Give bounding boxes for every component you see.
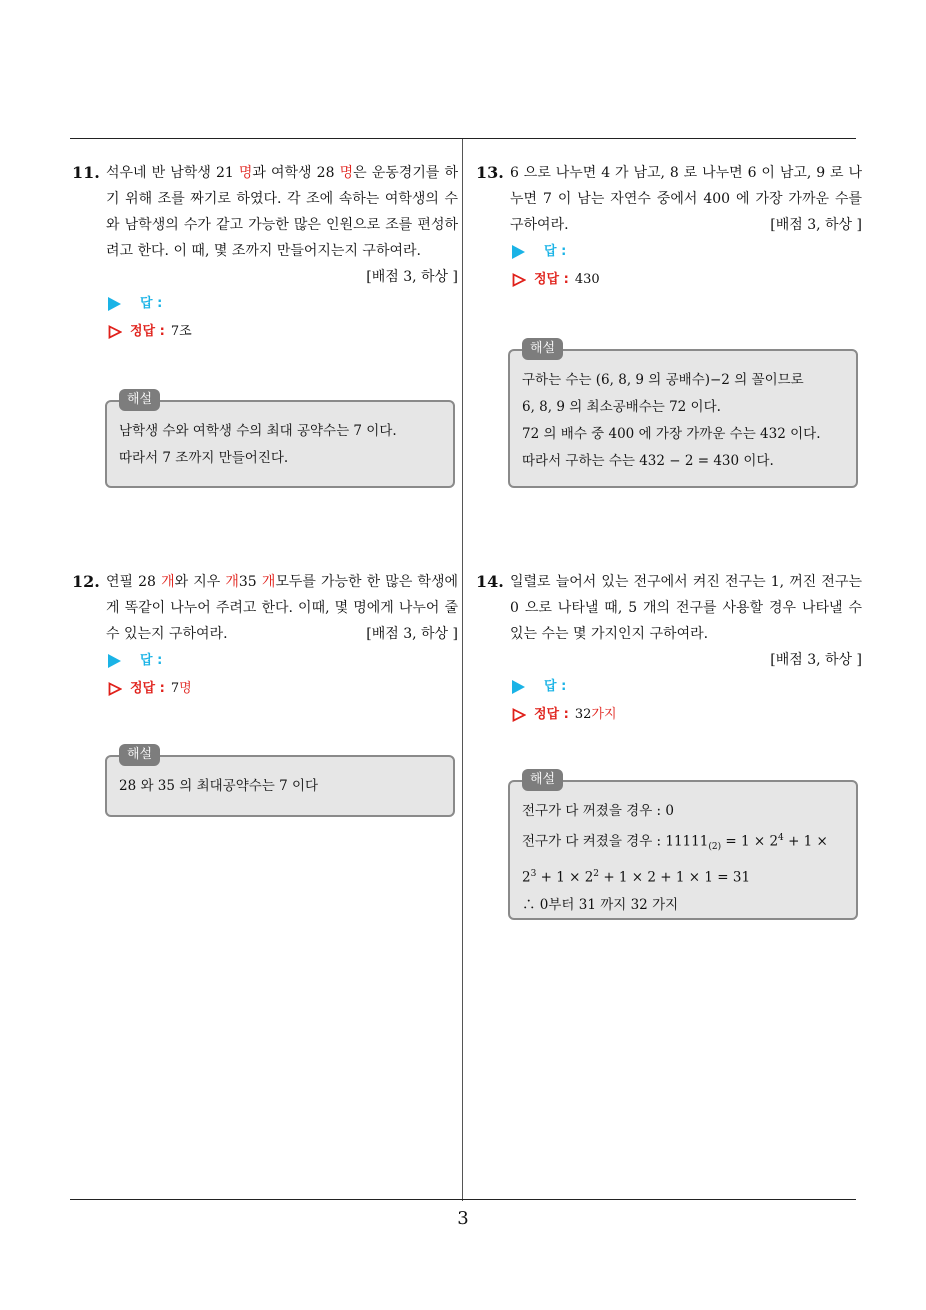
play-icon bbox=[512, 680, 525, 694]
problem-number: 13. bbox=[476, 163, 504, 182]
problem-text: 연필 28 개와 지우 개35 개모두를 가능한 한 많은 학생에게 똑같이 나누어 주려고 한다. 이때, 몇 명에게 나누어 줄 수 있는지 구하여라. [배점 3, 하상 ] bbox=[106, 569, 458, 647]
correct-answer: 430 bbox=[574, 272, 600, 287]
outline-triangle-icon bbox=[108, 325, 122, 339]
problem-text: 석우네 반 남학생 21 명과 여학생 28 명은 운동경기를 하기 위해 조를 짜기로 하였다. 각 조에 속하는 여학생의 수와 남학생의 수가 같고 가능한 많은 인원으로 조를 편성하려고 한다. 이 때, 몇 조까지 만들어지는지 구하여라. [배점 3, 하상 ] bbox=[106, 160, 458, 290]
correct-answer: 32가지 bbox=[574, 707, 617, 722]
problem-number: 12. bbox=[72, 572, 100, 591]
correct-answer: 7명 bbox=[170, 681, 192, 696]
score-label: [배점 3, 하상 ] bbox=[770, 217, 862, 233]
solution-line: 28 와 35 의 최대공약수는 7 이다 bbox=[119, 778, 319, 794]
score-label: [배점 3, 하상 ] bbox=[366, 626, 458, 642]
problem-text: 6 으로 나누면 4 가 남고, 8 로 나누면 6 이 남고, 9 로 나누면 7 이 남는 자연수 중에서 400 에 가장 가까운 수를 구하여라. [배점 3, 하상 ] bbox=[510, 160, 862, 238]
problem-11 bbox=[72, 160, 458, 346]
solution-line: 남학생 수와 여학생 수의 최대 공약수는 7 이다. bbox=[119, 423, 397, 439]
score-label: [배점 3, 하상 ] bbox=[770, 652, 862, 668]
solution-line: 6, 8, 9 의 최소공배수는 72 이다. bbox=[522, 399, 721, 415]
correct-answer-line bbox=[108, 675, 458, 703]
correct-answer-line bbox=[108, 318, 458, 346]
problem-text: 일렬로 늘어서 있는 전구에서 켜진 전구는 1, 꺼진 전구는 0 으로 나타낼 때, 5 개의 전구를 사용할 경우 나타낼 수 있는 수는 몇 가지인지 구하여라. bbox=[510, 574, 862, 642]
solution-tag: 해설 bbox=[119, 389, 160, 411]
play-icon bbox=[512, 245, 525, 259]
outline-triangle-icon bbox=[512, 708, 526, 722]
correct-answer: 7조 bbox=[170, 324, 192, 339]
correct-answer-line bbox=[512, 266, 862, 294]
solution-box-13 bbox=[508, 341, 858, 488]
answer-line bbox=[108, 290, 458, 318]
answer-label: 답 : bbox=[140, 296, 163, 311]
problem-13 bbox=[476, 160, 862, 294]
outline-triangle-icon bbox=[108, 682, 122, 696]
problem-number: 14. bbox=[476, 572, 504, 591]
correct-label: 정답 : bbox=[130, 324, 165, 339]
play-icon bbox=[108, 654, 121, 668]
answer-label: 답 : bbox=[544, 244, 567, 259]
answer-line bbox=[108, 647, 458, 675]
page-number: 3 bbox=[457, 1208, 469, 1229]
solution-line: 구하는 수는 (6, 8, 9 의 공배수)−2 의 꼴이므로 bbox=[522, 372, 804, 388]
column-divider bbox=[462, 139, 463, 1201]
answer-line bbox=[512, 238, 862, 266]
solution-line: 전구가 다 켜졌을 경우 : $11111_{(2)} = 1 \times 2^4 + 1$ × bbox=[522, 833, 828, 853]
solution-box-11 bbox=[105, 392, 455, 488]
problem-12 bbox=[72, 569, 458, 703]
bottom-rule bbox=[70, 1199, 856, 1200]
solution-line: 전구가 다 꺼졌을 경우 : 0 bbox=[522, 803, 674, 819]
correct-answer-line bbox=[512, 701, 862, 729]
solution-box-12 bbox=[105, 747, 455, 817]
solution-box-14 bbox=[508, 772, 858, 920]
solution-tag: 해설 bbox=[119, 744, 160, 766]
correct-label: 정답 : bbox=[534, 707, 569, 722]
answer-label: 답 : bbox=[544, 679, 567, 694]
score-label: [배점 3, 하상 ] bbox=[366, 269, 458, 285]
problem-14 bbox=[476, 569, 862, 729]
solution-line: 따라서 구하는 수는 432 − 2 = 430 이다. bbox=[522, 453, 774, 469]
answer-label: 답 : bbox=[140, 653, 163, 668]
solution-line: $2^3 + 1 \times 2^2 + 1 \times 2 + 1 \times 1 = 31$ bbox=[522, 869, 751, 886]
play-icon bbox=[108, 297, 121, 311]
solution-line: 따라서 7 조까지 만들어진다. bbox=[119, 450, 289, 466]
solution-line: ∴ 0부터 31 까지 32 가지 bbox=[522, 896, 679, 913]
correct-label: 정답 : bbox=[534, 272, 569, 287]
solution-tag: 해설 bbox=[522, 769, 563, 791]
top-rule bbox=[70, 138, 856, 139]
correct-label: 정답 : bbox=[130, 681, 165, 696]
outline-triangle-icon bbox=[512, 273, 526, 287]
problem-number: 11. bbox=[72, 163, 100, 182]
solution-line: 72 의 배수 중 400 에 가장 가까운 수는 432 이다. bbox=[522, 426, 821, 442]
answer-line bbox=[512, 673, 862, 701]
solution-tag: 해설 bbox=[522, 338, 563, 360]
